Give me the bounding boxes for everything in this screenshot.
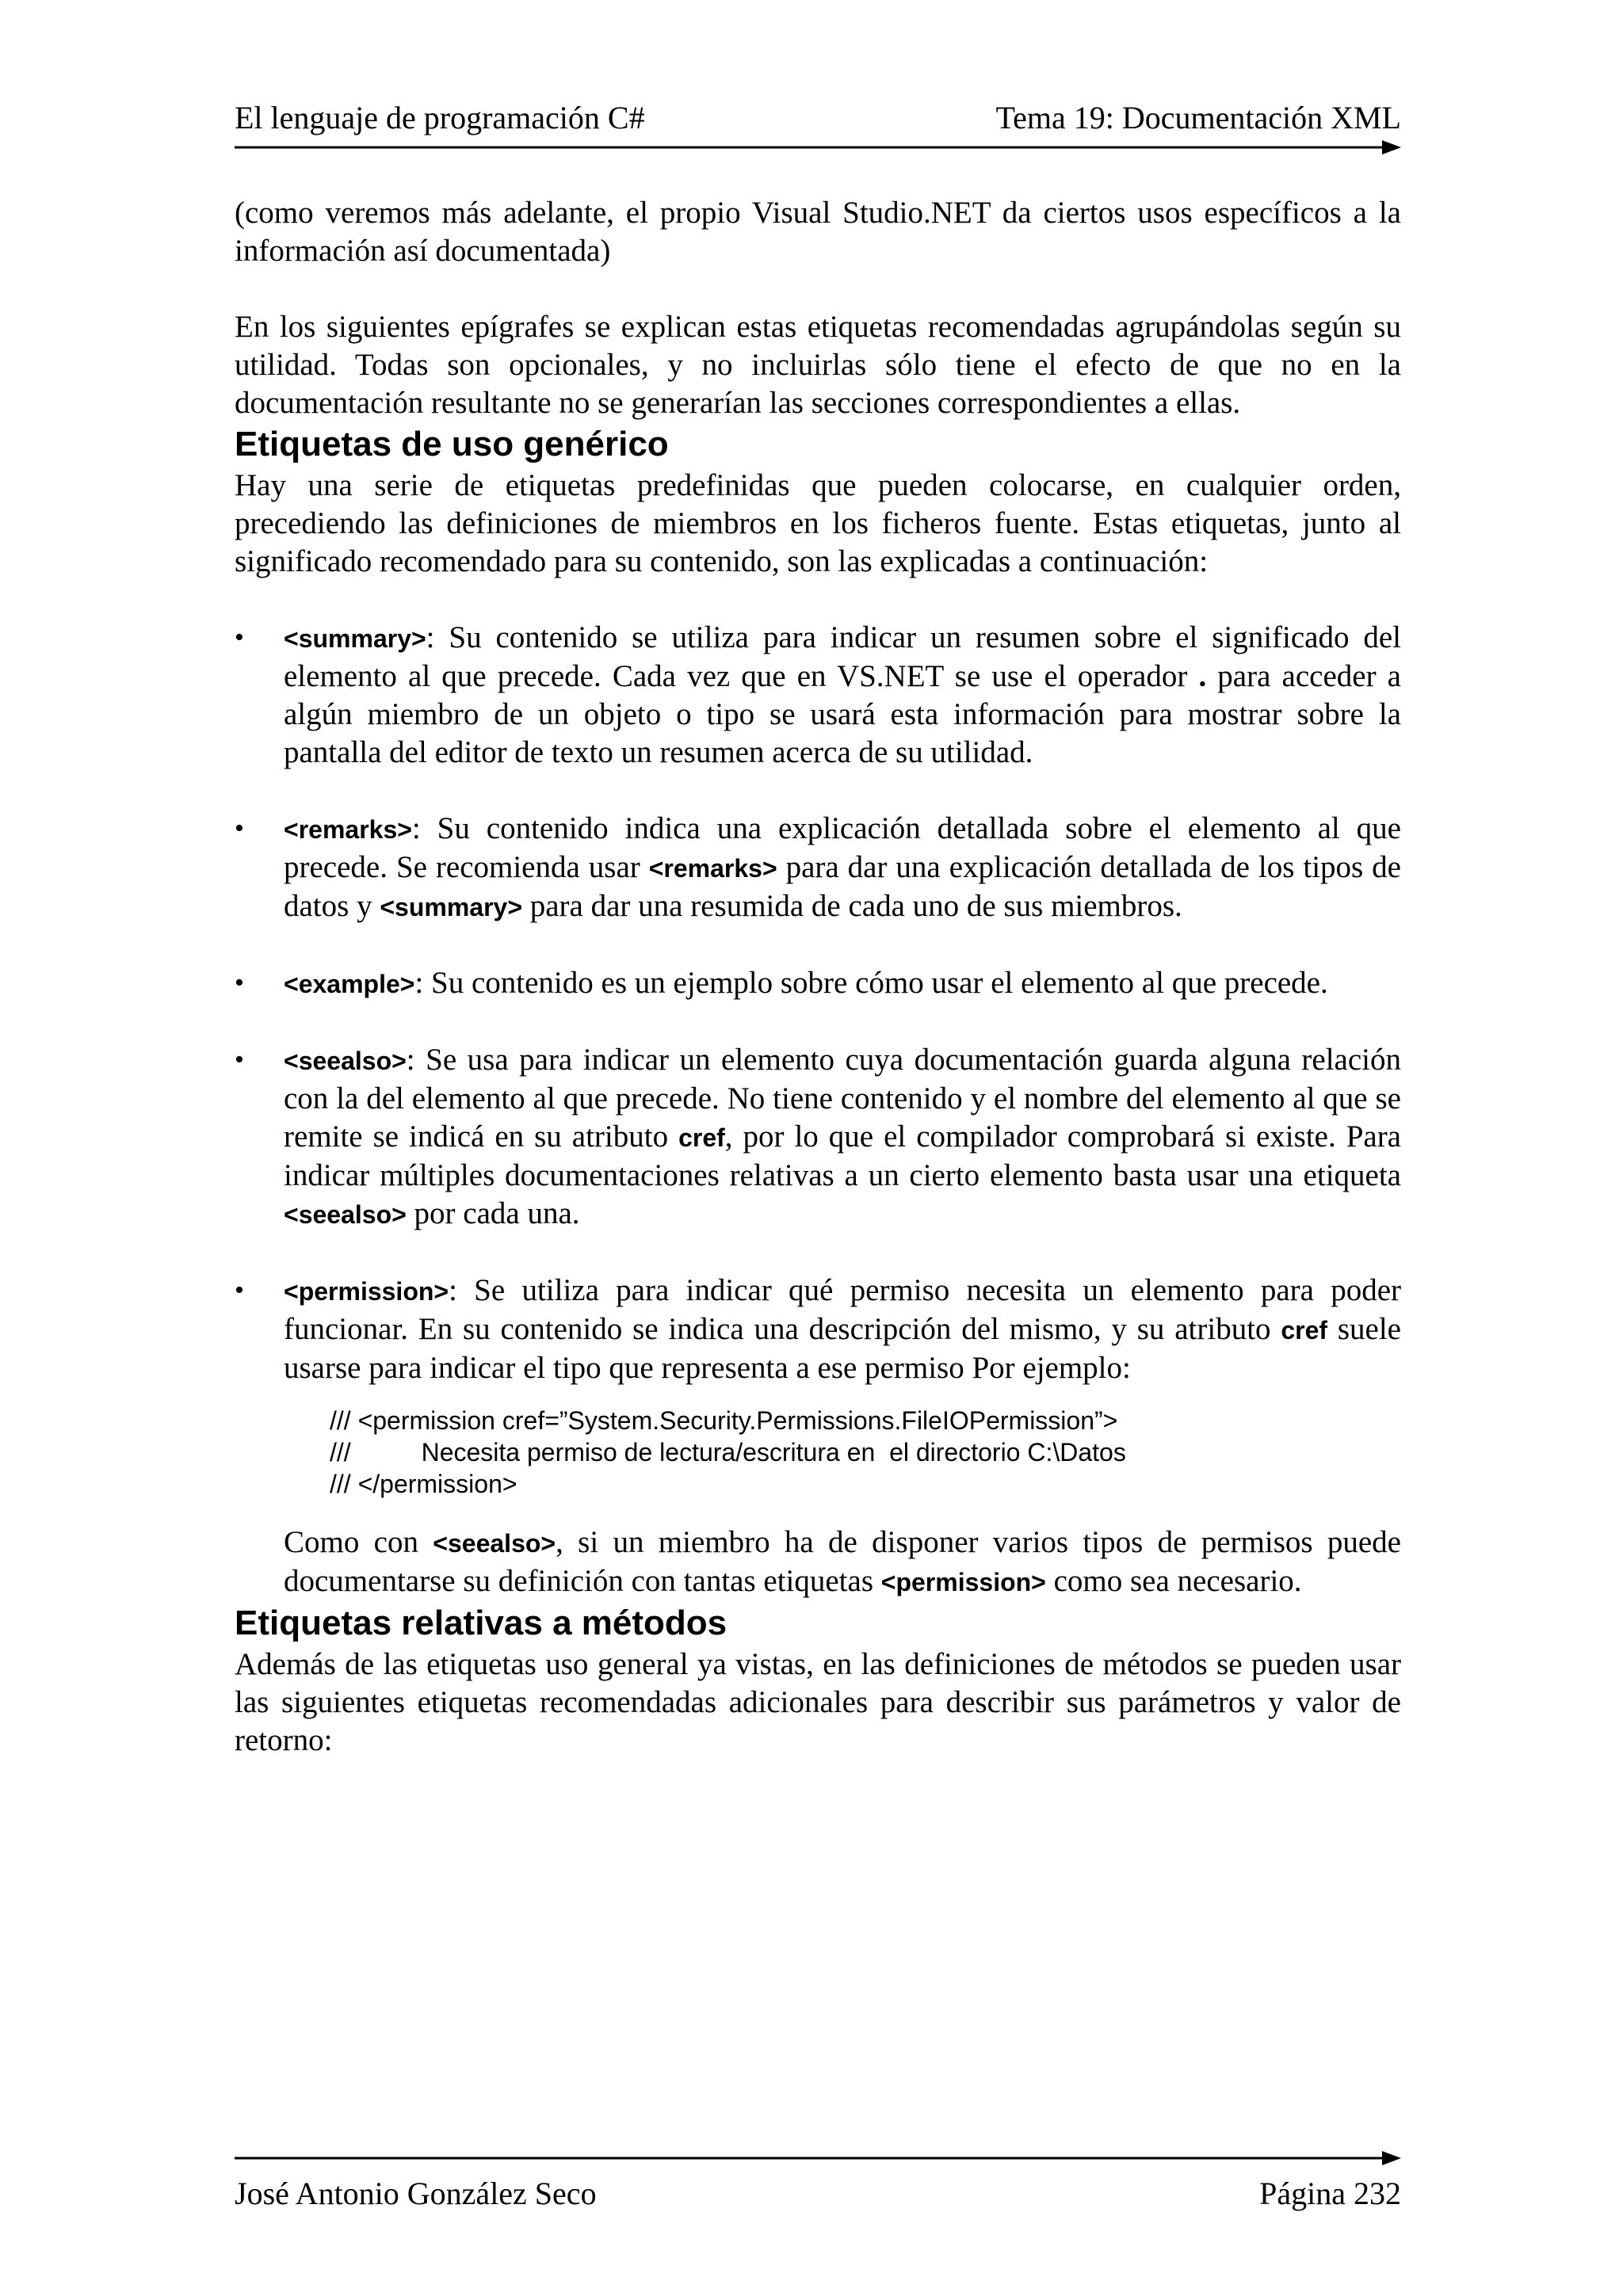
code-line: /// </permission> [330, 1470, 517, 1498]
summary-text-1: : Su contenido se utiliza para indicar un resumen sobre el significado del elemento al que precede. Cada vez que en VS.NET se use el operador [284, 620, 1401, 693]
code-line: /// Necesita permiso de lectura/escritura en el directorio C:\Datos [330, 1438, 1126, 1466]
remarks-text-2: para dar una explicación detallada de los tipos de datos y [284, 850, 1401, 923]
header-rule-arrow [235, 138, 1401, 157]
tag-name-seealso: <seealso> [284, 1047, 407, 1075]
page-header [235, 98, 1401, 138]
tag-name-remarks: <remarks> [284, 815, 412, 844]
permission-text-2: suele usarse para indicar el tipo que representa a ese permiso Por ejemplo: [284, 1312, 1401, 1385]
tag-name-example: <example> [284, 970, 415, 998]
seealso-text-1: : Se usa para indicar un elemento cuya documentación guarda alguna relación con la del elemento al que precede. No tiene contenido y el nombre del elemento al que se remite se indicá en su atributo [284, 1043, 1401, 1154]
remarks-text-1: : Su contenido indica una explicación detallada sobre el elemento al que precede. Se recomienda usar [284, 811, 1401, 884]
bullet-icon: • [235, 623, 244, 652]
generic-tags-list [235, 619, 1401, 1601]
bullet-icon: • [235, 1276, 244, 1305]
intro-paragraph-1: (como veremos más adelante, el propio Visual Studio.NET da ciertos usos específicos a la información así documentada) [235, 196, 1401, 268]
summary-operator: . [1198, 659, 1207, 693]
remarks-inline-tag-remarks: <remarks> [648, 854, 777, 883]
permission-attr-cref: cref [1281, 1316, 1328, 1344]
followup-tag-seealso: <seealso> [433, 1529, 556, 1558]
list-item-example [235, 964, 1401, 1003]
page-body [235, 194, 1401, 1760]
header-chapter-title: Tema 19: Documentación XML [995, 100, 1401, 135]
followup-tag-permission: <permission> [880, 1568, 1046, 1596]
example-text-1: : Su contenido es un ejemplo sobre cómo usar el elemento al que precede. [414, 966, 1328, 1000]
footer-page-number: Página 232 [1259, 2176, 1401, 2211]
bullet-icon: • [235, 814, 244, 843]
seealso-attr-cref: cref [678, 1123, 725, 1152]
header-book-title: El lenguaje de programación C# [235, 100, 645, 135]
followup-text-3: como sea necesario. [1045, 1564, 1302, 1598]
document-page [235, 0, 1401, 2296]
remarks-text-3: para dar una resumida de cada uno de sus miembros. [522, 889, 1182, 923]
tag-name-permission: <permission> [284, 1277, 449, 1306]
permission-code-example [330, 1405, 1401, 1500]
section2-intro-paragraph: Además de las etiquetas uso general ya vistas, en las definiciones de métodos se pueden usar las siguientes etiquetas recomendadas adicionales para describir sus parámetros y valor de retorno: [235, 1647, 1401, 1757]
summary-text-2: para acceder a algún miembro de un objeto o tipo se usará esta información para mostrar sobre la pantalla del editor de texto un resumen acerca de su utilidad. [284, 659, 1401, 769]
followup-text-2: , si un miembro ha de disponer varios tipos de permisos puede documentarse su definición con tantas etiquetas [284, 1525, 1401, 1598]
intro-paragraph-2: En los siguientes epígrafes se explican estas etiquetas recomendadas agrupándolas según su utilidad. Todas son opcionales, y no incluirlas sólo tiene el efecto de que no en la documentación resultante no se generarían las secciones correspondientes a ellas. [235, 310, 1401, 420]
footer-rule-arrow [235, 2149, 1401, 2168]
list-item-remarks [235, 810, 1401, 926]
section1-intro-paragraph: Hay una serie de etiquetas predefinidas que pueden colocarse, en cualquier orden, precediendo las definiciones de miembros en los ficheros fuente. Estas etiquetas, junto al significado recomendado para su contenido, son las explicadas a continuación: [235, 468, 1401, 578]
bullet-icon: • [235, 1045, 244, 1074]
tag-name-summary: <summary> [284, 624, 426, 653]
code-line: /// <permission cref=”System.Security.Permissions.FileIOPermission”> [330, 1406, 1118, 1435]
remarks-inline-tag-summary: <summary> [380, 893, 522, 921]
section-heading-method-tags: Etiquetas relativas a métodos [235, 1604, 727, 1642]
seealso-text-2: , por lo que el compilador comprobará si existe. Para indicar múltiples documentaciones relativas a un cierto elemento basta usar una etiqueta [284, 1119, 1401, 1192]
seealso-inline-tag: <seealso> [284, 1200, 407, 1229]
permission-text-1: : Se utiliza para indicar qué permiso necesita un elemento para poder funcionar. En su contenido se indica una descripción del mismo, y su atributo [284, 1273, 1401, 1346]
list-item-permission [235, 1272, 1401, 1601]
followup-text-1: Como con [284, 1525, 433, 1559]
seealso-text-3: por cada una. [406, 1196, 580, 1230]
section-heading-generic-tags: Etiquetas de uso genérico [235, 425, 669, 463]
footer-author: José Antonio González Seco [235, 2176, 597, 2211]
list-item-seealso [235, 1041, 1401, 1234]
bullet-icon: • [235, 968, 244, 997]
page-footer [235, 2174, 1401, 2214]
permission-followup-paragraph [284, 1524, 1401, 1601]
list-item-summary [235, 619, 1401, 772]
